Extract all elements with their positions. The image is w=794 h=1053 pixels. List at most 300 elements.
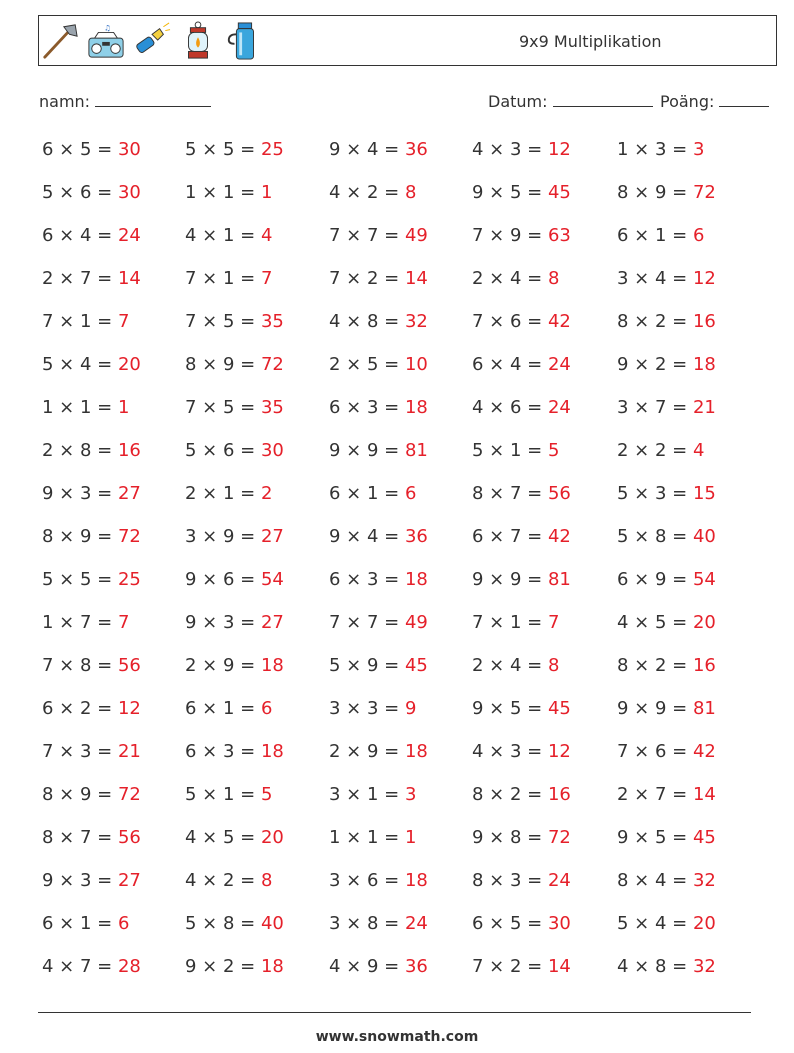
problem-cell xyxy=(472,698,571,719)
problem-cell xyxy=(185,827,284,848)
problem-cell xyxy=(185,956,284,977)
problem-question: 2 × 8 = xyxy=(42,440,118,461)
problem-answer: 56 xyxy=(547,483,571,504)
problem-cell xyxy=(472,913,571,934)
problem-answer: 54 xyxy=(260,569,284,590)
problem-answer: 40 xyxy=(692,526,716,547)
problem-answer: 4 xyxy=(260,225,273,246)
problem-cell xyxy=(42,354,141,375)
problem-cell xyxy=(42,956,141,977)
problem-answer: 40 xyxy=(260,913,284,934)
problem-answer: 42 xyxy=(547,311,571,332)
problem-question: 4 × 3 = xyxy=(472,741,548,762)
problem-answer: 72 xyxy=(547,827,571,848)
problem-question: 8 × 3 = xyxy=(472,870,548,891)
problem-answer: 14 xyxy=(547,956,571,977)
score-field xyxy=(660,92,769,111)
problem-question: 7 × 1 = xyxy=(472,612,548,633)
problem-question: 7 × 3 = xyxy=(42,741,118,762)
problem-question: 7 × 1 = xyxy=(42,311,118,332)
problem-answer: 25 xyxy=(117,569,141,590)
problem-question: 3 × 7 = xyxy=(617,397,693,418)
problem-answer: 20 xyxy=(692,612,716,633)
problem-question: 4 × 5 = xyxy=(185,827,261,848)
problem-cell xyxy=(329,268,428,289)
problem-answer: 9 xyxy=(404,698,417,719)
problem-cell xyxy=(617,268,716,289)
problem-cell xyxy=(185,397,284,418)
problem-cell xyxy=(472,268,559,289)
problem-cell xyxy=(42,397,129,418)
problem-cell xyxy=(329,655,428,676)
problem-cell xyxy=(329,526,428,547)
problem-answer: 7 xyxy=(547,612,560,633)
problem-answer: 36 xyxy=(404,526,428,547)
problem-cell xyxy=(185,870,272,891)
problem-cell xyxy=(42,225,141,246)
problem-cell xyxy=(472,182,571,203)
problem-answer: 15 xyxy=(692,483,716,504)
flashlight-icon xyxy=(133,20,171,62)
problem-question: 7 × 5 = xyxy=(185,397,261,418)
problem-question: 1 × 1 = xyxy=(42,397,118,418)
problem-answer: 18 xyxy=(404,569,428,590)
problem-cell xyxy=(329,311,428,332)
problem-cell xyxy=(329,483,416,504)
problem-question: 9 × 6 = xyxy=(185,569,261,590)
header-icons xyxy=(41,19,263,63)
problem-answer: 12 xyxy=(692,268,716,289)
problem-answer: 35 xyxy=(260,397,284,418)
problem-question: 8 × 2 = xyxy=(472,784,548,805)
problem-cell xyxy=(42,741,141,762)
problem-question: 7 × 2 = xyxy=(472,956,548,977)
problem-answer: 27 xyxy=(260,612,284,633)
problem-answer: 4 xyxy=(692,440,705,461)
problem-cell xyxy=(617,397,716,418)
problem-question: 8 × 2 = xyxy=(617,311,693,332)
problem-answer: 49 xyxy=(404,225,428,246)
problem-cell xyxy=(42,311,129,332)
problem-answer: 20 xyxy=(260,827,284,848)
problem-cell xyxy=(42,483,141,504)
problem-question: 6 × 1 = xyxy=(42,913,118,934)
problem-cell xyxy=(617,698,716,719)
problem-question: 9 × 5 = xyxy=(472,182,548,203)
problem-question: 9 × 5 = xyxy=(472,698,548,719)
problem-question: 8 × 9 = xyxy=(42,526,118,547)
problem-question: 7 × 6 = xyxy=(472,311,548,332)
problem-cell xyxy=(329,956,428,977)
problem-cell xyxy=(185,182,272,203)
problem-answer: 16 xyxy=(117,440,141,461)
problem-question: 4 × 7 = xyxy=(42,956,118,977)
problem-cell xyxy=(472,440,559,461)
problem-question: 7 × 7 = xyxy=(329,612,405,633)
problem-cell xyxy=(329,354,428,375)
problem-cell xyxy=(42,139,141,160)
problem-question: 8 × 9 = xyxy=(42,784,118,805)
problem-cell xyxy=(617,483,716,504)
problem-answer: 18 xyxy=(404,870,428,891)
problem-question: 1 × 3 = xyxy=(617,139,693,160)
problem-answer: 12 xyxy=(547,741,571,762)
problem-question: 3 × 4 = xyxy=(617,268,693,289)
problem-cell xyxy=(185,311,284,332)
problem-cell xyxy=(472,569,571,590)
problem-answer: 5 xyxy=(547,440,560,461)
problem-question: 2 × 5 = xyxy=(329,354,405,375)
problem-question: 4 × 1 = xyxy=(185,225,261,246)
problem-question: 7 × 5 = xyxy=(185,311,261,332)
problem-question: 5 × 8 = xyxy=(617,526,693,547)
problem-cell xyxy=(329,913,428,934)
problem-question: 9 × 9 = xyxy=(329,440,405,461)
problem-answer: 32 xyxy=(692,870,716,891)
problem-answer: 35 xyxy=(260,311,284,332)
problem-question: 3 × 9 = xyxy=(185,526,261,547)
problem-cell xyxy=(472,354,571,375)
problem-cell xyxy=(329,698,416,719)
problem-answer: 6 xyxy=(260,698,273,719)
problem-question: 6 × 9 = xyxy=(617,569,693,590)
problem-answer: 27 xyxy=(117,483,141,504)
problem-question: 5 × 4 = xyxy=(617,913,693,934)
problem-cell xyxy=(185,268,272,289)
problem-question: 9 × 8 = xyxy=(472,827,548,848)
problem-cell xyxy=(472,483,571,504)
problem-question: 7 × 6 = xyxy=(617,741,693,762)
axe-icon xyxy=(41,20,79,62)
problem-answer: 10 xyxy=(404,354,428,375)
worksheet-title: 9x9 Multiplikation xyxy=(519,32,662,51)
problem-cell xyxy=(617,827,716,848)
problem-question: 7 × 7 = xyxy=(329,225,405,246)
problem-answer: 24 xyxy=(117,225,141,246)
problem-cell xyxy=(472,956,571,977)
problem-cell xyxy=(617,956,716,977)
problem-cell xyxy=(472,526,571,547)
problem-answer: 81 xyxy=(692,698,716,719)
problem-answer: 16 xyxy=(692,311,716,332)
score-label: Poäng: xyxy=(660,92,715,111)
problem-question: 9 × 2 = xyxy=(617,354,693,375)
problem-answer: 3 xyxy=(692,139,705,160)
problem-answer: 16 xyxy=(692,655,716,676)
problem-question: 5 × 4 = xyxy=(42,354,118,375)
problem-cell xyxy=(329,182,416,203)
problem-answer: 63 xyxy=(547,225,571,246)
problem-cell xyxy=(42,612,129,633)
problem-answer: 72 xyxy=(117,784,141,805)
problem-question: 8 × 2 = xyxy=(617,655,693,676)
problem-question: 5 × 8 = xyxy=(185,913,261,934)
problem-answer: 24 xyxy=(547,870,571,891)
score-blank xyxy=(719,92,769,107)
problem-answer: 28 xyxy=(117,956,141,977)
problem-answer: 72 xyxy=(692,182,716,203)
problem-question: 6 × 1 = xyxy=(617,225,693,246)
problem-cell xyxy=(329,440,428,461)
problem-question: 5 × 6 = xyxy=(42,182,118,203)
problem-cell xyxy=(185,139,284,160)
problem-answer: 42 xyxy=(692,741,716,762)
problem-question: 4 × 8 = xyxy=(617,956,693,977)
problem-cell xyxy=(42,784,141,805)
problem-question: 6 × 4 = xyxy=(42,225,118,246)
problem-cell xyxy=(472,784,571,805)
name-field xyxy=(39,92,211,111)
lantern-icon xyxy=(179,20,217,62)
problem-answer: 45 xyxy=(692,827,716,848)
problem-cell xyxy=(185,526,284,547)
problem-question: 6 × 1 = xyxy=(329,483,405,504)
problem-cell xyxy=(472,870,571,891)
problem-question: 9 × 3 = xyxy=(185,612,261,633)
problem-question: 9 × 4 = xyxy=(329,526,405,547)
problem-cell xyxy=(472,612,559,633)
problem-answer: 25 xyxy=(260,139,284,160)
problem-question: 4 × 3 = xyxy=(472,139,548,160)
problem-question: 7 × 9 = xyxy=(472,225,548,246)
date-blank xyxy=(553,92,653,107)
problem-cell xyxy=(472,827,571,848)
problem-question: 9 × 9 = xyxy=(617,698,693,719)
problem-cell xyxy=(329,225,428,246)
problem-answer: 1 xyxy=(117,397,130,418)
problem-question: 8 × 4 = xyxy=(617,870,693,891)
problem-answer: 24 xyxy=(404,913,428,934)
problem-answer: 1 xyxy=(404,827,417,848)
problem-question: 5 × 1 = xyxy=(185,784,261,805)
problem-question: 6 × 7 = xyxy=(472,526,548,547)
problem-answer: 7 xyxy=(117,311,130,332)
problem-answer: 56 xyxy=(117,827,141,848)
problem-question: 5 × 9 = xyxy=(329,655,405,676)
problem-cell xyxy=(42,182,141,203)
problem-answer: 5 xyxy=(260,784,273,805)
problem-answer: 30 xyxy=(117,139,141,160)
problem-answer: 8 xyxy=(260,870,273,891)
problem-cell xyxy=(329,741,428,762)
problem-cell xyxy=(185,483,272,504)
date-field xyxy=(488,92,653,111)
problem-cell xyxy=(617,182,716,203)
problem-cell xyxy=(617,569,716,590)
problem-cell xyxy=(329,397,428,418)
problem-answer: 18 xyxy=(692,354,716,375)
problem-answer: 45 xyxy=(547,182,571,203)
problem-question: 9 × 5 = xyxy=(617,827,693,848)
problem-cell xyxy=(185,655,284,676)
problem-answer: 14 xyxy=(404,268,428,289)
problem-cell xyxy=(185,913,284,934)
problem-question: 7 × 1 = xyxy=(185,268,261,289)
problem-answer: 81 xyxy=(547,569,571,590)
problem-question: 6 × 1 = xyxy=(185,698,261,719)
problem-question: 8 × 9 = xyxy=(185,354,261,375)
problem-cell xyxy=(185,741,284,762)
problem-question: 2 × 4 = xyxy=(472,268,548,289)
problem-answer: 24 xyxy=(547,354,571,375)
problem-answer: 6 xyxy=(692,225,705,246)
problem-answer: 1 xyxy=(260,182,273,203)
problem-question: 6 × 3 = xyxy=(185,741,261,762)
problem-cell xyxy=(185,784,272,805)
problem-question: 9 × 2 = xyxy=(185,956,261,977)
problem-cell xyxy=(617,870,716,891)
problem-question: 2 × 9 = xyxy=(185,655,261,676)
boombox-icon xyxy=(87,20,125,62)
problem-question: 6 × 3 = xyxy=(329,397,405,418)
problem-answer: 2 xyxy=(260,483,273,504)
problem-question: 1 × 1 = xyxy=(329,827,405,848)
name-blank xyxy=(95,92,211,107)
problem-answer: 30 xyxy=(547,913,571,934)
problem-answer: 18 xyxy=(404,397,428,418)
problem-question: 6 × 2 = xyxy=(42,698,118,719)
header-box xyxy=(38,15,777,66)
problem-cell xyxy=(329,784,416,805)
problem-question: 7 × 8 = xyxy=(42,655,118,676)
problem-cell xyxy=(42,870,141,891)
problem-question: 5 × 3 = xyxy=(617,483,693,504)
problem-answer: 56 xyxy=(117,655,141,676)
problem-answer: 7 xyxy=(117,612,130,633)
problem-question: 9 × 3 = xyxy=(42,483,118,504)
problem-question: 6 × 5 = xyxy=(42,139,118,160)
problem-answer: 72 xyxy=(260,354,284,375)
problem-question: 9 × 4 = xyxy=(329,139,405,160)
problem-answer: 21 xyxy=(692,397,716,418)
problem-question: 2 × 7 = xyxy=(42,268,118,289)
problem-cell xyxy=(42,569,141,590)
problem-answer: 8 xyxy=(404,182,417,203)
problem-question: 7 × 2 = xyxy=(329,268,405,289)
problem-cell xyxy=(472,397,571,418)
problem-answer: 32 xyxy=(404,311,428,332)
thermos-icon xyxy=(225,20,263,62)
problem-question: 9 × 9 = xyxy=(472,569,548,590)
problem-question: 4 × 6 = xyxy=(472,397,548,418)
problem-question: 6 × 4 = xyxy=(472,354,548,375)
problem-question: 2 × 4 = xyxy=(472,655,548,676)
problem-question: 1 × 7 = xyxy=(42,612,118,633)
problem-answer: 8 xyxy=(547,655,560,676)
problem-cell xyxy=(329,870,428,891)
problem-cell xyxy=(472,139,571,160)
problem-answer: 7 xyxy=(260,268,273,289)
problem-answer: 3 xyxy=(404,784,417,805)
problem-answer: 36 xyxy=(404,139,428,160)
problem-answer: 54 xyxy=(692,569,716,590)
problem-cell xyxy=(42,526,141,547)
problem-cell xyxy=(42,655,141,676)
problem-question: 3 × 3 = xyxy=(329,698,405,719)
problem-answer: 18 xyxy=(260,956,284,977)
problem-answer: 8 xyxy=(547,268,560,289)
problem-cell xyxy=(42,698,141,719)
problem-cell xyxy=(185,354,284,375)
problem-question: 8 × 7 = xyxy=(42,827,118,848)
problem-cell xyxy=(617,741,716,762)
problem-question: 8 × 9 = xyxy=(617,182,693,203)
problem-answer: 6 xyxy=(404,483,417,504)
problem-cell xyxy=(42,440,141,461)
problem-answer: 24 xyxy=(547,397,571,418)
problem-answer: 6 xyxy=(117,913,130,934)
problem-cell xyxy=(42,268,141,289)
problem-answer: 72 xyxy=(117,526,141,547)
footer-divider xyxy=(38,1012,751,1013)
name-label: namn: xyxy=(39,92,91,111)
problem-question: 5 × 1 = xyxy=(472,440,548,461)
problem-cell xyxy=(185,225,272,246)
problem-cell xyxy=(472,311,571,332)
problem-cell xyxy=(185,569,284,590)
problem-question: 2 × 7 = xyxy=(617,784,693,805)
date-label: Datum: xyxy=(488,92,548,111)
problem-question: 3 × 8 = xyxy=(329,913,405,934)
problem-cell xyxy=(42,827,141,848)
problem-cell xyxy=(42,913,129,934)
problem-question: 4 × 8 = xyxy=(329,311,405,332)
problem-answer: 14 xyxy=(117,268,141,289)
problem-cell xyxy=(472,225,571,246)
problem-cell xyxy=(617,784,716,805)
problem-question: 4 × 9 = xyxy=(329,956,405,977)
problem-answer: 18 xyxy=(260,655,284,676)
problem-answer: 45 xyxy=(404,655,428,676)
problem-answer: 18 xyxy=(404,741,428,762)
problem-answer: 21 xyxy=(117,741,141,762)
problem-answer: 20 xyxy=(692,913,716,934)
problem-answer: 36 xyxy=(404,956,428,977)
problem-cell xyxy=(472,741,571,762)
problem-question: 2 × 2 = xyxy=(617,440,693,461)
problem-question: 5 × 5 = xyxy=(42,569,118,590)
footer-website: www.snowmath.com xyxy=(315,1029,479,1045)
problem-cell xyxy=(472,655,559,676)
problem-question: 6 × 5 = xyxy=(472,913,548,934)
problem-question: 2 × 1 = xyxy=(185,483,261,504)
problem-question: 5 × 5 = xyxy=(185,139,261,160)
problem-cell xyxy=(617,612,716,633)
problem-answer: 14 xyxy=(692,784,716,805)
problem-answer: 49 xyxy=(404,612,428,633)
problem-answer: 42 xyxy=(547,526,571,547)
problem-answer: 12 xyxy=(117,698,141,719)
problem-cell xyxy=(185,698,272,719)
problem-answer: 32 xyxy=(692,956,716,977)
problem-question: 2 × 9 = xyxy=(329,741,405,762)
problem-cell xyxy=(329,569,428,590)
problem-cell xyxy=(617,440,704,461)
problem-cell xyxy=(617,139,704,160)
problem-cell xyxy=(617,913,716,934)
problem-cell xyxy=(185,440,284,461)
problem-answer: 27 xyxy=(117,870,141,891)
problem-question: 3 × 6 = xyxy=(329,870,405,891)
svg-text:♫: ♫ xyxy=(104,23,111,33)
problem-question: 3 × 1 = xyxy=(329,784,405,805)
problem-question: 6 × 3 = xyxy=(329,569,405,590)
problem-answer: 12 xyxy=(547,139,571,160)
problem-cell xyxy=(329,612,428,633)
problem-answer: 18 xyxy=(260,741,284,762)
problem-cell xyxy=(329,139,428,160)
problem-question: 9 × 3 = xyxy=(42,870,118,891)
